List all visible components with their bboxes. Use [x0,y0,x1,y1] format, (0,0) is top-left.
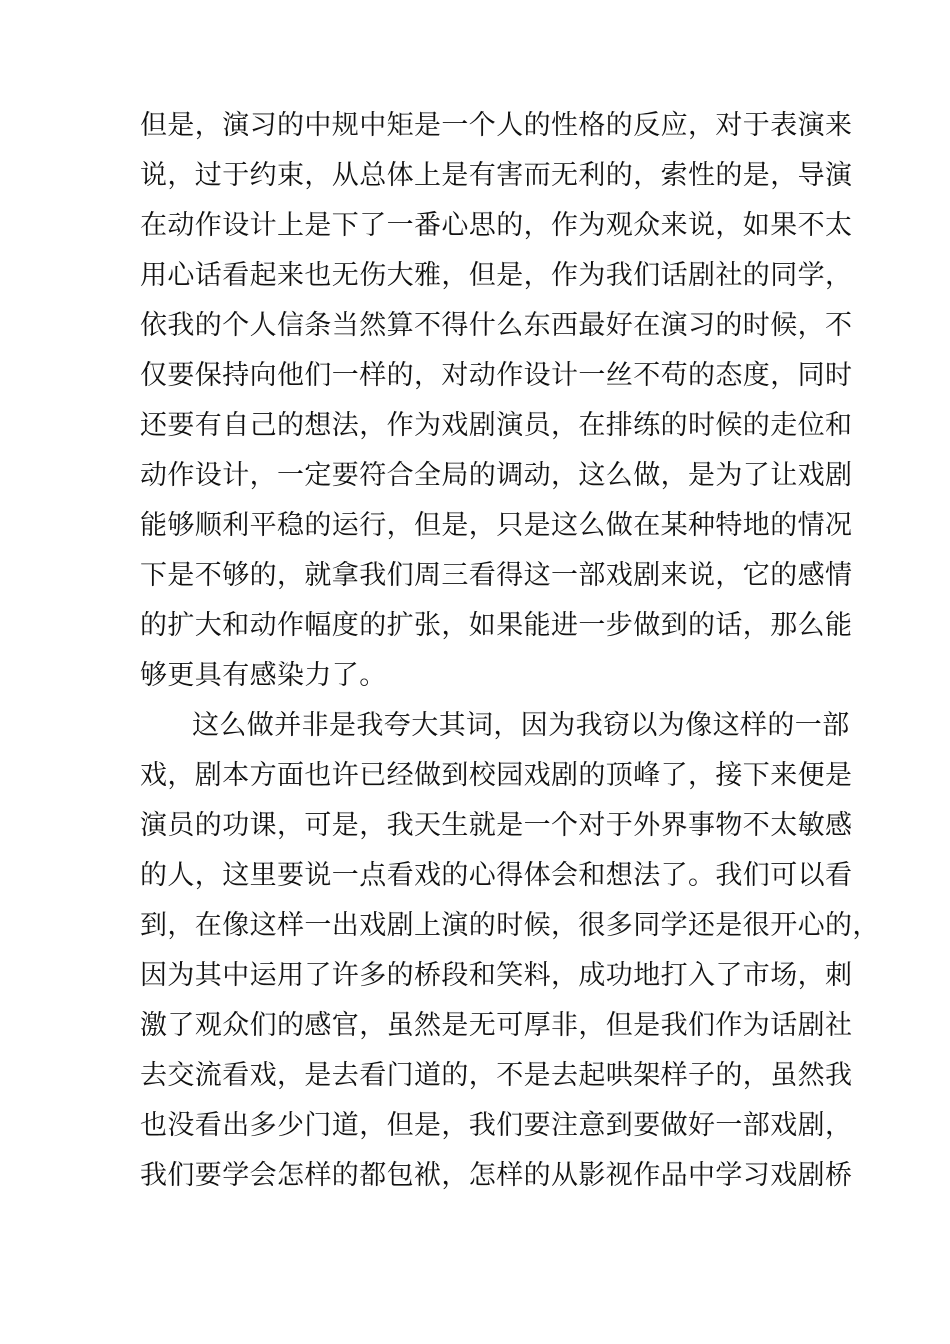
paragraph-line: 用心话看起来也无伤大雅，但是，作为我们话剧社的同学， [140,260,853,291]
paragraph-line: 仅要保持向他们一样的，对动作设计一丝不苟的态度，同时 [140,360,853,391]
paragraph-line: 去交流看戏，是去看门道的，不是去起哄架样子的，虽然我 [140,1060,853,1091]
paragraph-line: 还要有自己的想法，作为戏剧演员，在排练的时候的走位和 [140,410,853,441]
paragraph-line: 够更具有感染力了。 [140,660,387,691]
paragraph-line: 因为其中运用了许多的桥段和笑料，成功地打入了市场，刺 [140,960,853,991]
paragraph-line: 下是不够的，就拿我们周三看得这一部戏剧来说，它的感情 [140,560,853,591]
paragraph-line: 的人，这里要说一点看戏的心得体会和想法了。我们可以看 [140,860,853,891]
paragraph-line: 说，过于约束，从总体上是有害而无利的，索性的是，导演 [140,160,853,191]
paragraph-line: 能够顺利平稳的运行，但是，只是这么做在某种特地的情况 [140,510,853,541]
paragraph-first-line: 这么做并非是我夸大其词，因为我窃以为像这样的一部 [192,710,850,741]
paragraph-line: 演员的功课，可是，我天生就是一个对于外界事物不太敏感 [140,810,853,841]
paragraph-line: 但是，演习的中规中矩是一个人的性格的反应，对于表演来 [140,110,853,141]
paragraph-line: 激了观众们的感官，虽然是无可厚非，但是我们作为话剧社 [140,1010,853,1041]
paragraph-line: 到，在像这样一出戏剧上演的时候，很多同学还是很开心的， [140,910,880,941]
paragraph-line: 在动作设计上是下了一番心思的，作为观众来说，如果不太 [140,210,853,241]
paragraph-line: 我们要学会怎样的都包袱，怎样的从影视作品中学习戏剧桥 [140,1160,853,1191]
paragraph-line: 也没看出多少门道，但是，我们要注意到要做好一部戏剧， [140,1110,853,1141]
paragraph-line: 的扩大和动作幅度的扩张，如果能进一步做到的话，那么能 [140,610,853,641]
paragraph-line: 戏，剧本方面也许已经做到校园戏剧的顶峰了，接下来便是 [140,760,853,791]
paragraph-line: 动作设计，一定要符合全局的调动，这么做，是为了让戏剧 [140,460,853,491]
paragraph-line: 依我的个人信条当然算不得什么东西最好在演习的时候，不 [140,310,853,341]
